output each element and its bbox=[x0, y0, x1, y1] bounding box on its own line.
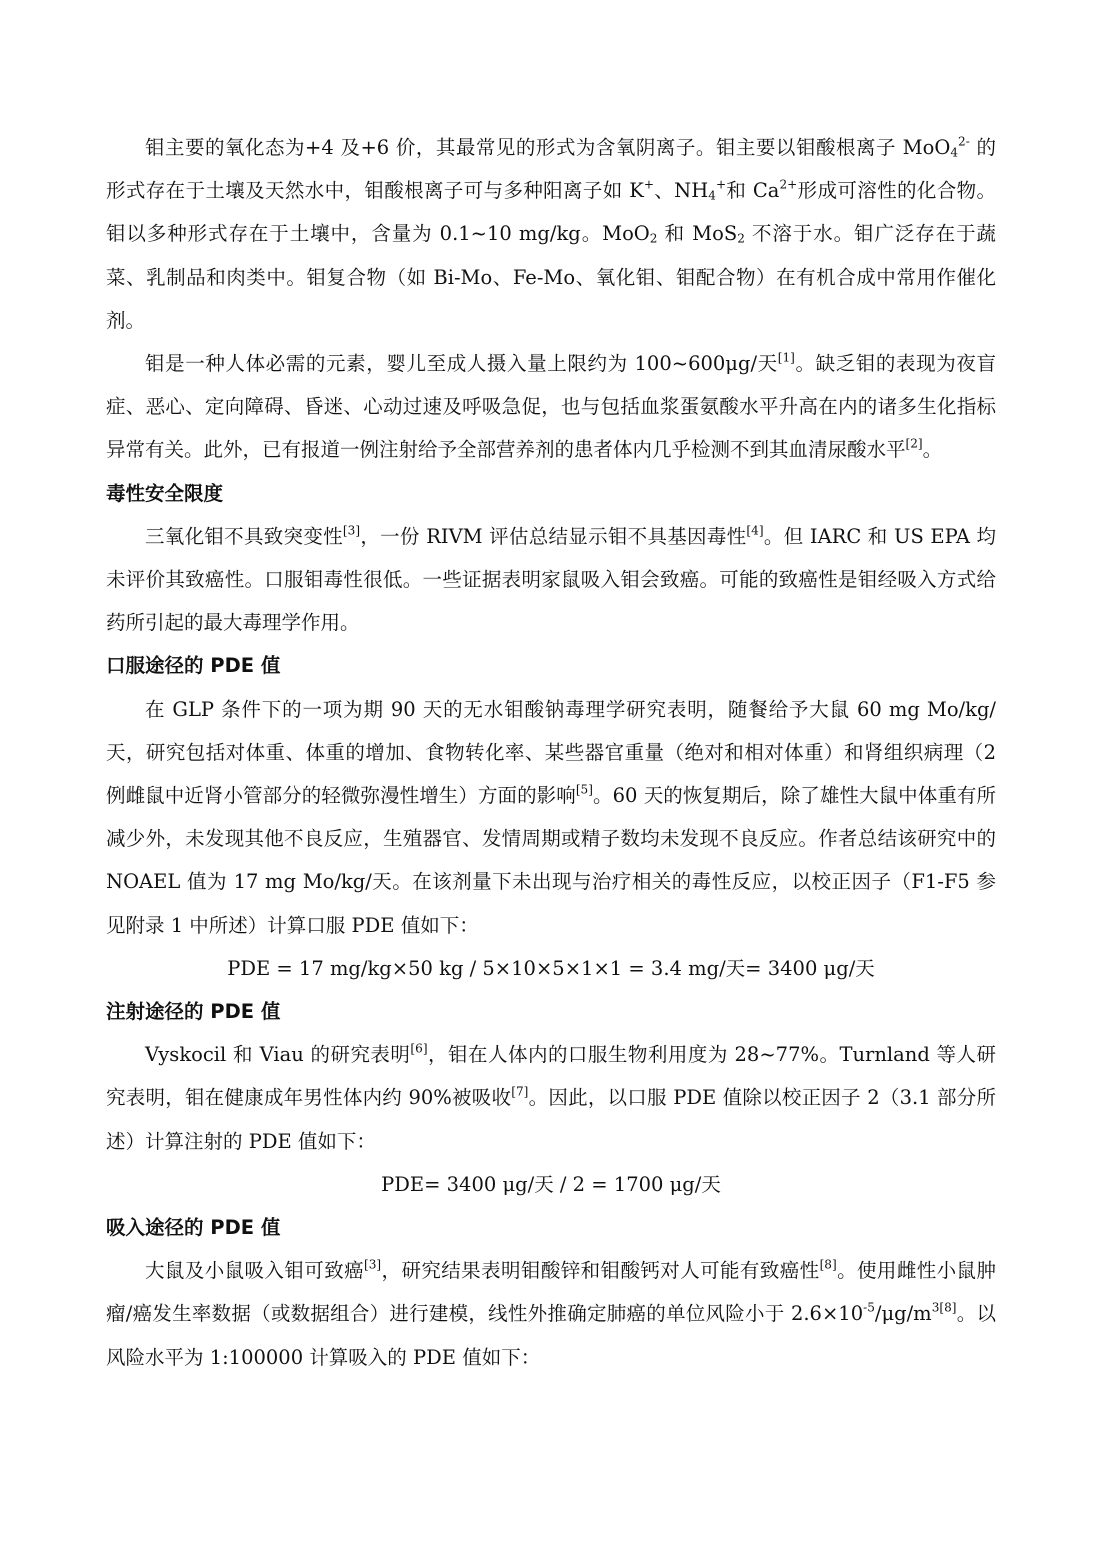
superscript: 3 bbox=[931, 1301, 940, 1316]
text-run: 的形式存在于土壤及天然水中，钼酸根离子可与多种阳离子如 K bbox=[106, 136, 996, 203]
text-run: 不溶于水。钼广泛存在于蔬菜、乳制品和肉类中。钼复合物（如 Bi-Mo、Fe-Mo、氧化钼、钼配合物）在有机合成中常用作催化剂。 bbox=[106, 222, 996, 332]
citation-ref: [1] bbox=[777, 350, 795, 365]
text-run: 。使用雌性小鼠肿瘤/癌发生率数据（或数据组合）进行建模，线性外推确定肺癌的单位风险小于 2.6×10 bbox=[106, 1259, 996, 1326]
text-run: ，研究结果表明钼酸锌和钼酸钙对人可能有致癌性 bbox=[381, 1259, 820, 1283]
text-run: /μg/m bbox=[874, 1302, 932, 1326]
citation-ref: [3] bbox=[364, 1257, 382, 1272]
text-run: 、NH bbox=[653, 179, 709, 203]
text-run: 和 Ca bbox=[726, 179, 780, 203]
formula-oral-pde: PDE = 17 mg/kg×50 kg / 5×10×5×1×1 = 3.4 mg/天= 3400 μg/天 bbox=[227, 956, 875, 980]
text-run: 。因此，以口服 PDE 值除以校正因子 2（3.1 部分所述）计算注射的 PDE 值如下： bbox=[106, 1086, 997, 1153]
text-run: 形成可溶性的化合物。钼以多种形式存在于土壤中，含量为 0.1~10 mg/kg。MoO bbox=[106, 179, 996, 246]
text-run: 。缺乏钼的表现为夜盲症、恶心、定向障碍、昏迷、心动过速及呼吸急促，也与包括血浆蛋氨酸水平升高在内的诸多生化指标异常有关。此外，已有报道一例注射给予全部营养剂的患者体内几乎检测不到其血清尿酸水平 bbox=[106, 352, 996, 462]
text-run: ，钼在人体内的口服生物利用度为 28~77%。Turnland 等人研究表明，钼在健康成年男性体内约 90%被吸收 bbox=[106, 1043, 996, 1110]
paragraph-parenteral-pde bbox=[106, 1033, 996, 1163]
paragraph-inhalation-pde bbox=[106, 1249, 996, 1379]
subscript: 4 bbox=[708, 188, 716, 203]
citation-ref: [8] bbox=[939, 1301, 957, 1316]
text-run: ，一份 RIVM 评估总结显示钼不具基因毒性 bbox=[360, 524, 747, 548]
superscript: -5 bbox=[863, 1301, 875, 1316]
citation-ref: [8] bbox=[819, 1257, 837, 1272]
citation-ref: [6] bbox=[410, 1041, 428, 1056]
citation-ref: [3] bbox=[342, 523, 361, 538]
text-run: 。但 IARC 和 US EPA 均未评价其致癌性。口服钼毒性很低。一些证据表明家鼠吸入钼会致癌。可能的致癌性是钼经吸入方式给药所引起的最大毒理学作用。 bbox=[106, 524, 996, 635]
superscript: + bbox=[715, 177, 727, 192]
heading-parenteral-pde: 注射途径的 PDE 值 bbox=[106, 1000, 281, 1024]
formula-parenteral-pde: PDE= 3400 μg/天 / 2 = 1700 μg/天 bbox=[381, 1172, 721, 1196]
text-run: 钼是一种人体必需的元素，婴儿至成人摄入量上限约为 100~600μg/天 bbox=[145, 352, 778, 376]
superscript: 2+ bbox=[779, 177, 798, 192]
text-run: Vyskocil 和 Viau 的研究表明 bbox=[145, 1043, 411, 1067]
paragraph-oxidation-states bbox=[106, 126, 996, 342]
text-run: 三氧化钼不具致突变性 bbox=[145, 524, 343, 548]
heading-oral-pde: 口服途径的 PDE 值 bbox=[106, 654, 281, 678]
paragraph-toxicity bbox=[106, 515, 996, 645]
subscript: 4 bbox=[950, 145, 959, 160]
citation-ref: [2] bbox=[905, 436, 923, 451]
text-run: 。 bbox=[922, 438, 943, 462]
text-run: 钼主要的氧化态为+4 及+6 价，其最常见的形式为含氧阴离子。钼主要以钼酸根离子 MoO bbox=[145, 136, 951, 159]
subscript: 2 bbox=[737, 231, 745, 246]
text-run: 在 GLP 条件下的一项为期 90 天的无水钼酸钠毒理学研究表明，随餐给予大鼠 60 mg Mo/kg/天，研究包括对体重、体重的增加、食物转化率、某些器官重量（绝对和相对体重）和肾组织病理（2 例雌鼠中近肾小管部分的轻微弥漫性增生）方面的影响 bbox=[106, 697, 996, 808]
citation-ref: [4] bbox=[746, 523, 764, 538]
subscript: 2 bbox=[649, 231, 658, 246]
superscript: + bbox=[643, 177, 654, 192]
text-run: 大鼠及小鼠吸入钼可致癌 bbox=[145, 1259, 365, 1283]
superscript: 2- bbox=[958, 134, 970, 149]
heading-inhalation-pde: 吸入途径的 PDE 值 bbox=[106, 1216, 281, 1240]
paragraph-essential-element bbox=[106, 342, 996, 472]
citation-ref: [7] bbox=[511, 1085, 529, 1100]
text-run: 和 MoS bbox=[657, 222, 738, 246]
paragraph-oral-pde bbox=[106, 688, 996, 947]
citation-ref: [5] bbox=[575, 782, 593, 797]
text-run: 。60 天的恢复期后，除了雄性大鼠中体重有所减少外，未发现其他不良反应，生殖器官、发情周期或精子数均未发现不良反应。作者总结该研究中的 NOAEL 值为 17 mg Mo/kg/天。在该剂量下未出现与治疗相关的毒性反应，以校正因子（F1-F5 参见附录 1 中所述）计算口服 PDE 值如下： bbox=[106, 784, 996, 937]
heading-toxicity-limits: 毒性安全限度 bbox=[106, 481, 224, 505]
text-run: 。以风险水平为 1:100000 计算吸入的 PDE 值如下： bbox=[106, 1302, 996, 1369]
